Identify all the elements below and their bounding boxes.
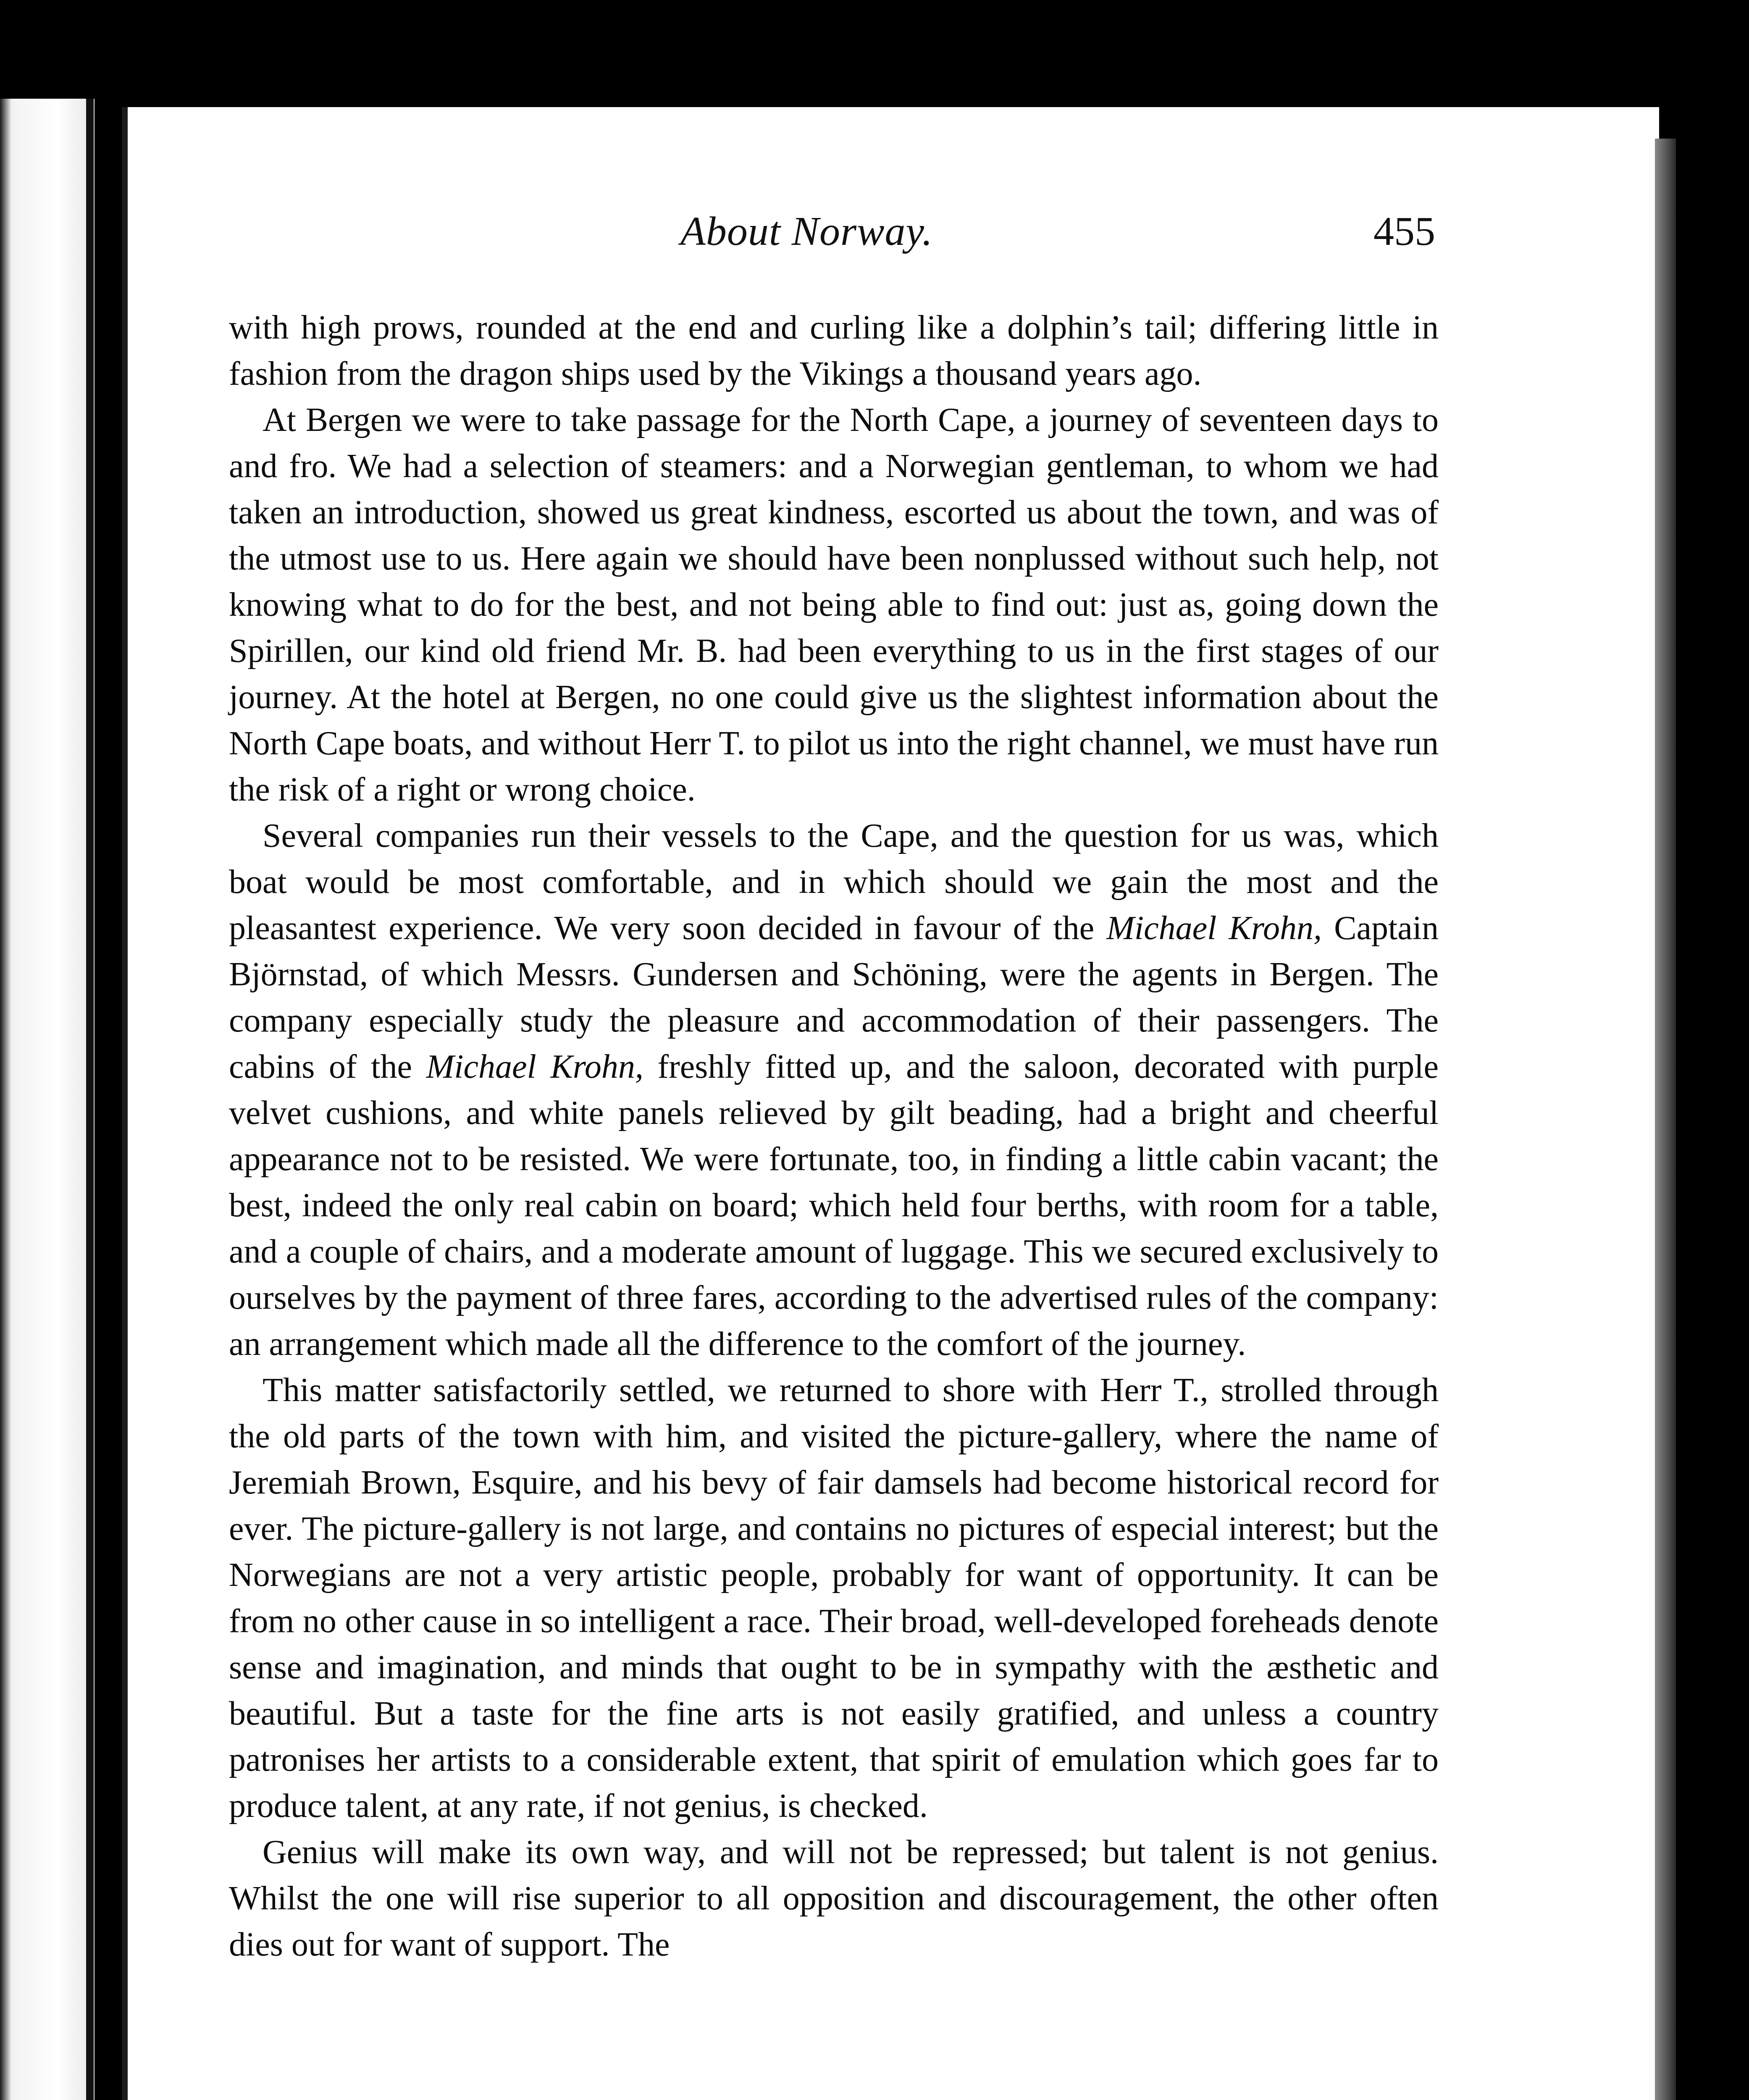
body-text: [229, 304, 1439, 1968]
page-number: 455: [1373, 209, 1435, 254]
paragraph: [229, 1367, 1439, 1829]
paragraph-text: with high prows, rounded at the end and curling like a dolphin’s tail; differing little in fashion from the dragon ships used by the Vikings a thousand years ago.: [229, 309, 1439, 392]
paragraph-text: freshly fitted up, and the saloon, decorated with purple velvet cushions, and white panels relieved by gilt beading, had a bright and cheerful appearance not to be resisted. We were fortunate, too, in finding a little cabin vacant; the best, indeed the only real cabin on board; which held four berths, with room for a table, and a couple of chairs, and a moderate amount of luggage. This we secured exclusively to ourselves by the payment of three fares, according to the advertised rules of the company: an arrangement which made all the difference to the comfort of the journey.: [229, 1048, 1439, 1362]
running-header: [122, 208, 1659, 267]
running-title: About Norway.: [680, 209, 933, 254]
paragraph-text: Several companies run their vessels to the Cape, and the question for us was, which boat would be most comfortable, and in which should we gain the most and the pleasantest experience. We very soon decided in favour of the: [229, 817, 1439, 947]
paragraph: [229, 304, 1439, 397]
paragraph: [229, 397, 1439, 813]
ship-name: Michael Krohn,: [1106, 910, 1322, 947]
paragraph-text: At Bergen we were to take passage for the North Cape, a journey of seventeen days to and fro. We had a selection of steamers: and a Norwegian gentleman, to whom we had taken an introduction, showed us great kindness, escorted us about the town, and was of the utmost use to us. Here again we should have been nonplussed without such help, not knowing what to do for the best, and not being able to find out: just as, going down the Spirillen, our kind old friend Mr. B. had been everything to us in the first stages of our journey. At the hotel at Bergen, no one could give us the slightest information about the North Cape boats, and without Herr T. to pilot us into the right channel, we must have run the risk of a right or wrong choice.: [229, 402, 1439, 808]
paragraph-text: Captain Björnstad, of which Messrs. Gundersen and Schöning, were the agents in Bergen. The company especially study the pleasure and accommodation of their passengers. The cabins of the: [229, 910, 1439, 1085]
page-edge-shadow: [1655, 139, 1676, 2100]
paragraph-text: Genius will make its own way, and will not be repressed; but talent is not genius. Whilst the one will rise superior to all opposition and discouragement, the other often dies out for want of support. The: [229, 1834, 1439, 1963]
paragraph-text: This matter satisfactorily settled, we returned to shore with Herr T., strolled through the old parts of the town with him, and visited the picture-gallery, where the name of Jeremiah Brown, Esquire, and his bevy of fair damsels had become historical record for ever. The picture-gallery is not large, and contains no pictures of especial interest; but the Norwegians are not a very artistic people, probably for want of opportunity. It can be from no other cause in so intelligent a race. Their broad, well-developed foreheads denote sense and imagination, and minds that ought to be in sympathy with the æsthetic and beautiful. But a taste for the fine arts is not easily gratified, and unless a country patronises her artists to a considerable extent, that spirit of emulation which goes far to produce talent, at any rate, if not genius, is checked.: [229, 1372, 1439, 1824]
binding-shadow: [86, 99, 94, 2100]
book-page: [122, 107, 1659, 2100]
ship-name: Michael Krohn,: [426, 1048, 643, 1085]
facing-page-edge: [0, 99, 95, 2100]
paragraph: [229, 1829, 1439, 1968]
paragraph: [229, 813, 1439, 1367]
